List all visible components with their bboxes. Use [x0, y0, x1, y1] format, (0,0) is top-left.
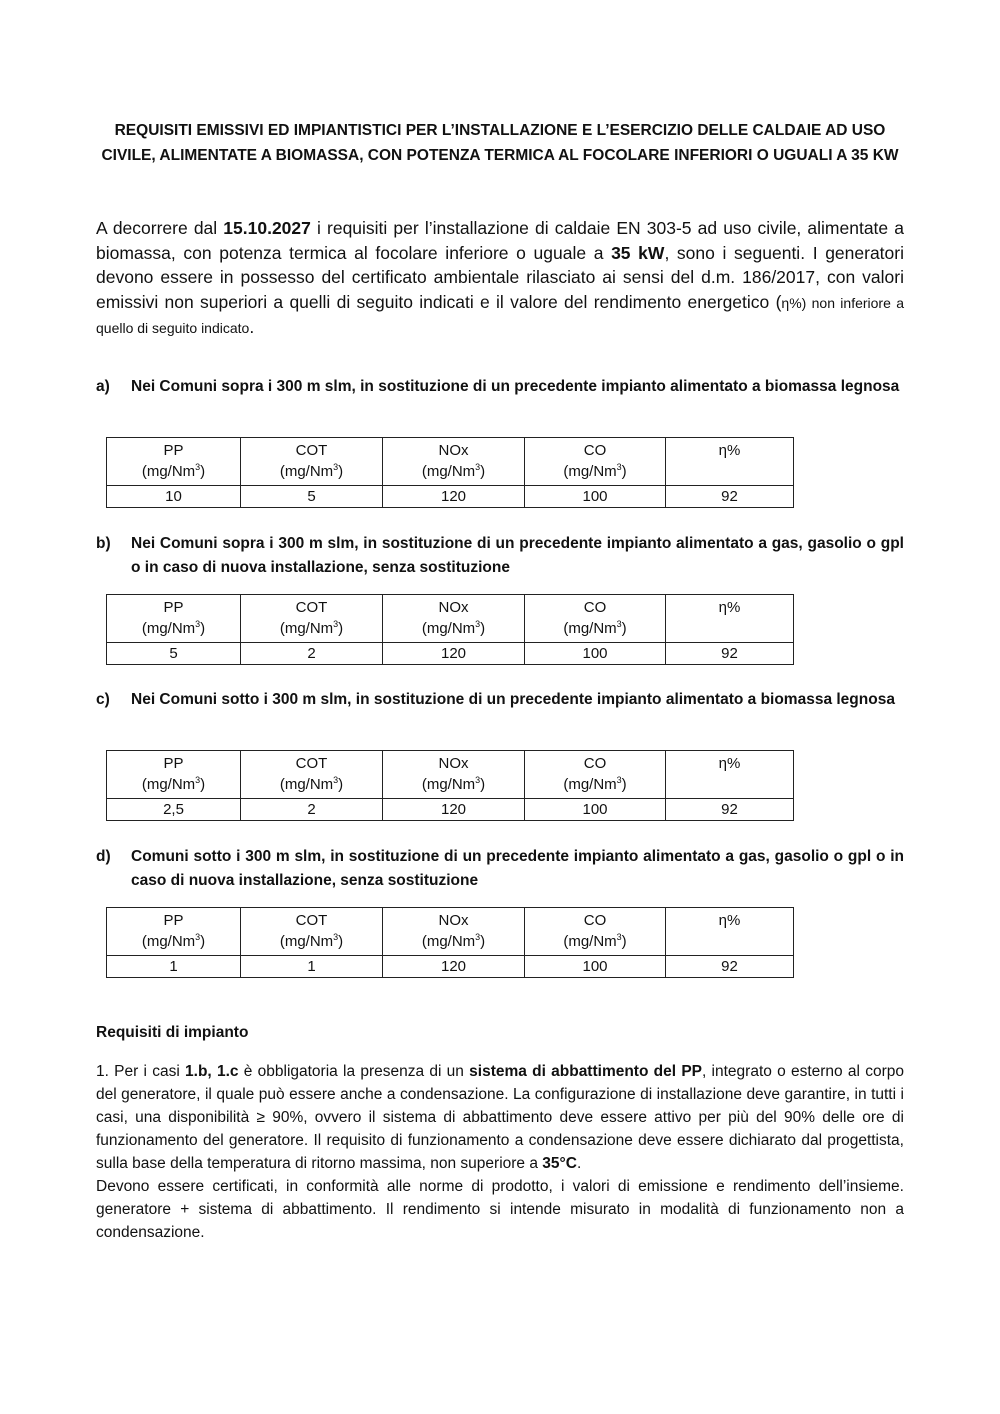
value-eta: 92	[666, 956, 794, 978]
col-eta-header: η%	[666, 595, 794, 643]
col-cot-header: COT (mg/Nm$^3$)	[241, 438, 383, 486]
intro-paragraph	[96, 216, 904, 341]
value-cot: 1	[241, 956, 383, 978]
col-nox-header: NOx (mg/Nm$^3$)	[383, 438, 525, 486]
intro-eta: η%	[781, 294, 802, 311]
document-title: REQUISITI EMISSIVI ED IMPIANTISTICI PER L’INSTALLAZIONE E L’ESERCIZIO DELLE CALDAIE AD USO CIVILE, ALIMENTATE A BIOMASSA, CON POTENZA TERMICA AL FOCOLARE INFERIORI O UGUALI A 35 KW	[101, 122, 899, 164]
section-c-text: Nei Comuni sotto i 300 m slm, in sostituzione di un precedente impianto alimentato a biomassa legnosa	[131, 691, 895, 708]
value-pp: 2,5	[107, 799, 241, 821]
value-co: 100	[525, 799, 666, 821]
section-d-heading	[96, 845, 904, 893]
table-header-row	[107, 908, 794, 956]
section-b-letter: b)	[96, 535, 111, 552]
value-co: 100	[525, 643, 666, 665]
table-row	[107, 799, 794, 821]
intro-text-4: ) non inferiore a quello di seguito indicato	[96, 294, 904, 336]
section-a-text: Nei Comuni sopra i 300 m slm, in sostituzione di un precedente impianto alimentato a biomassa legnosa	[131, 378, 900, 395]
col-nox-header: NOx (mg/Nm$^3$)	[383, 908, 525, 956]
col-eta-header: η%	[666, 751, 794, 799]
emission-table-c	[106, 750, 794, 821]
value-eta: 92	[666, 643, 794, 665]
section-c-heading	[96, 688, 904, 712]
col-pp-header: PP (mg/Nm$^3$)	[107, 751, 241, 799]
value-nox: 120	[383, 486, 525, 508]
requirements-paragraph-2: Devono essere certificati, in conformità alle norme di prodotto, i valori di emissione e rendimento dell’insieme. generatore + sistema di abbattimento. Il rendimento si intende misurato in modalità di funzionamento non a condensazione.	[96, 1178, 904, 1241]
table-header-row	[107, 438, 794, 486]
section-d-letter: d)	[96, 848, 111, 865]
value-eta: 92	[666, 799, 794, 821]
emission-table-b	[106, 594, 794, 665]
value-nox: 120	[383, 643, 525, 665]
value-pp: 5	[107, 643, 241, 665]
table-header-row	[107, 751, 794, 799]
section-a-heading	[96, 375, 904, 399]
section-b-heading	[96, 532, 904, 580]
value-co: 100	[525, 956, 666, 978]
col-eta-header: η%	[666, 438, 794, 486]
value-nox: 120	[383, 799, 525, 821]
value-nox: 120	[383, 956, 525, 978]
table-row	[107, 956, 794, 978]
section-d-text: Comuni sotto i 300 m slm, in sostituzione di un precedente impianto alimentato a gas, gasolio o gpl o in caso di nuova installazione, senza sostituzione	[131, 848, 904, 889]
col-pp-header: PP (mg/Nm$^3$)	[107, 595, 241, 643]
intro-text-3: , sono i seguenti. I generatori devono essere in possesso del certificato ambientale rilasciato ai sensi del d.m. 186/2017, con valori emissivi non superiori a quelli di seguito indicati e il valore del rendimento energetico (	[96, 242, 904, 312]
col-co-header: CO (mg/Nm$^3$)	[525, 751, 666, 799]
requirements-paragraph-1: 1. Per i casi 1.b, 1.c è obbligatoria la presenza di un sistema di abbattimento del PP, integrato o esterno al corpo del generatore, il quale può essere anche a condensazione. La configurazione di installazione deve garantire, in tutti i casi, una disponibilità ≥ 90%, ovvero il sistema di abbattimento deve essere attivo per più del 90% delle ore di funzionamento del generatore. Il requisito di funzionamento a condensazione deve essere dichiarato dal progettista, sulla base della temperatura di ritorno massima, non superiore a 35°C.	[96, 1063, 904, 1172]
emission-table-d	[106, 907, 794, 978]
table-row	[107, 486, 794, 508]
value-pp: 10	[107, 486, 241, 508]
table-row	[107, 643, 794, 665]
value-pp: 1	[107, 956, 241, 978]
section-b-text: Nei Comuni sopra i 300 m slm, in sostituzione di un precedente impianto alimentato a gas, gasolio o gpl o in caso di nuova installazione, senza sostituzione	[131, 535, 904, 576]
value-cot: 2	[241, 799, 383, 821]
intro-text-2: i requisiti per l’installazione di caldaie EN 303-5 ad uso civile, alimentate a biomassa, con potenza termica al focolare inferiore o uguale a	[96, 218, 904, 263]
col-pp-header: PP (mg/Nm$^3$)	[107, 908, 241, 956]
col-co-header: CO (mg/Nm$^3$)	[525, 595, 666, 643]
intro-text-1: A decorrere dal	[96, 218, 224, 238]
requirements-title: Requisiti di impianto	[96, 1024, 249, 1041]
section-c-letter: c)	[96, 691, 110, 708]
col-cot-header: COT (mg/Nm$^3$)	[241, 595, 383, 643]
col-cot-header: COT (mg/Nm$^3$)	[241, 908, 383, 956]
value-eta: 92	[666, 486, 794, 508]
value-co: 100	[525, 486, 666, 508]
col-cot-header: COT (mg/Nm$^3$)	[241, 751, 383, 799]
value-cot: 2	[241, 643, 383, 665]
intro-date: 15.10.2027	[223, 218, 311, 238]
value-cot: 5	[241, 486, 383, 508]
intro-text-5: .	[249, 317, 255, 337]
col-co-header: CO (mg/Nm$^3$)	[525, 908, 666, 956]
section-a-letter: a)	[96, 378, 110, 395]
col-co-header: CO (mg/Nm$^3$)	[525, 438, 666, 486]
emission-table-a	[106, 437, 794, 508]
col-pp-header: PP (mg/Nm$^3$)	[107, 438, 241, 486]
col-eta-header: η%	[666, 908, 794, 956]
intro-power: 35 kW	[611, 242, 665, 263]
requirements-body	[96, 1060, 904, 1244]
col-nox-header: NOx (mg/Nm$^3$)	[383, 595, 525, 643]
table-header-row	[107, 595, 794, 643]
col-nox-header: NOx (mg/Nm$^3$)	[383, 751, 525, 799]
